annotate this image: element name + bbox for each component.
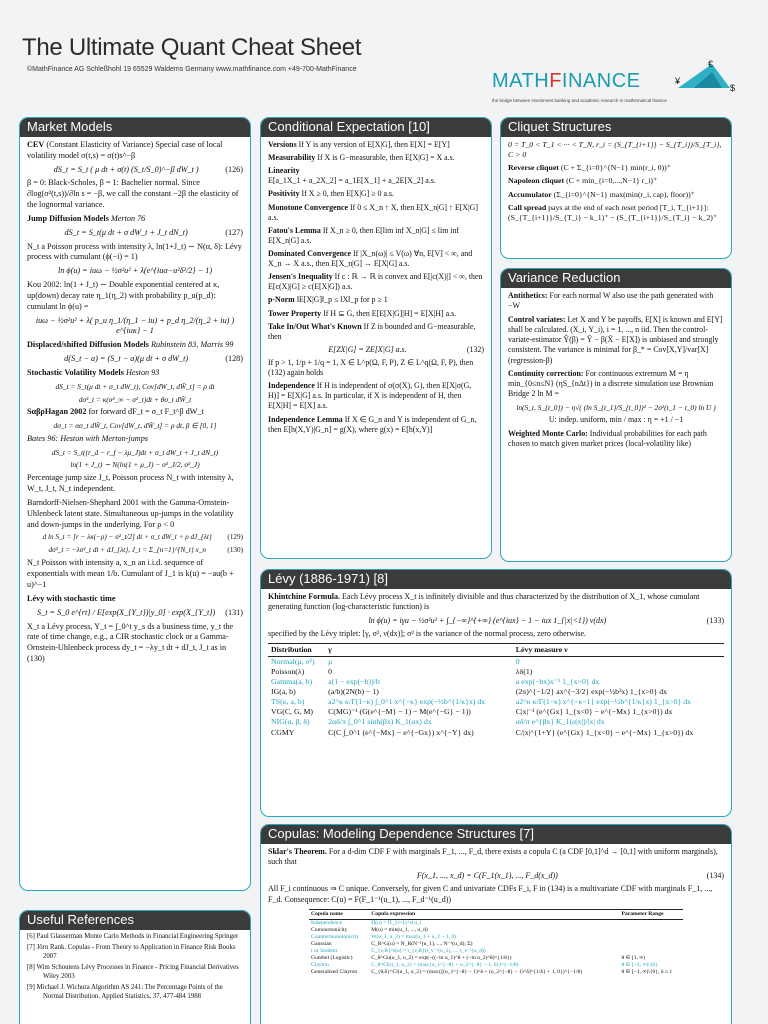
copula-col-name: Copula name bbox=[309, 909, 369, 919]
variance-reduction-body: Antithetics: For each normal W also use the path generated with −W Control variates: Let X and Y be payoffs, E[X] is known and E[Y] shall be calculated. (X_i, Y_i), i = 1, ..., n iid. Then the control-variate-estimator Ŷ(β) = Ȳ − β(X̄ − E[X]) is unbiased and strongly consistent. The variance is minimal for β_* = Cov[X,Y]/var[X] (regression-β) Continuity correction: For continuous extremum M = η min_{0≤n≤N} (ηS_{nΔt}) in a discrete simulation use Brownian Bridge 2 ln M = ln(S_t, S_{t_0}) − η√( (ln S_{t_1}/S_{t_0})² − 2σ²(t_1 − t_0) ln U ) U: indep. uniform, min / max : η = +1 / −1 Weighted Monte Carlo: Individual probabilities for each path chosen to match given market prices (local-volatility like) bbox=[508, 291, 723, 448]
eq-127: dS_t = S_t(μ dt + σ dW_t + J_t dN_t) (127) bbox=[64, 227, 243, 237]
logo-dollar: $ bbox=[730, 83, 736, 93]
table-row: Normal(μ, σ²) μ 0 bbox=[271, 656, 520, 666]
levy-col-distribution: Distribution bbox=[268, 643, 325, 656]
references-panel bbox=[19, 910, 251, 1024]
eq-133: ln ϕ(u) = iγu − ½σ²u² + ∫_{−∞}^{+∞} (e^{iux} − 1 − iux 1_{|x|<1}) ν(dx) (133) bbox=[368, 615, 724, 625]
mathfinance-logo bbox=[490, 58, 740, 110]
table-row: Gaussian C_R^G(u) = N_R(N⁻¹(u_1), ..., N⁻¹(u_d); Σ) bbox=[311, 941, 473, 948]
reference-item: [6] Paul Glasserman Monte Carlo Methods in Financial Engineering Springer bbox=[27, 933, 239, 940]
table-row: Independence Π(u) = Π_{i=1}^d u_i bbox=[311, 920, 422, 927]
reference-item: [7] Jörn Rank. Copulas - From Theory to Application in Finance Risk Books 2007 bbox=[27, 944, 236, 960]
copulas-body: Sklar's Theorem. For a d-dim CDF F with marginals F_1, ..., F_d, there exists a copula C (a CDF [0,1]^d → [0,1] with uniform marginals), such that F(x_1, ..., x_d) = C(F_1(x_1), ..., F_d(x_d)) (134) All F_i continuous ⇒ C unique. Conversely, for given C and univariate CDFs F_i, F in (134) is a multivariate CDF with marginals F_1, ..., F_d. Consequence: C(u) = F(F_1⁻¹(u_1), ..., F_d⁻¹(u_d)) Copula name Copula expression Parameter Range Independence Π(u) = Π_{i=1}^d u_i Comonotonicity M(u) = min(u_1, ..., u_d) Countermonotonicity W(u_1, u_2) = max(u_1 + u_2 − 1, 0) Gaussian C_R^G(u) = N_R(N⁻¹(u_1), ..., N⁻¹(u_d); Σ) t or Student C_{ν,R}^t(u) = t_{ν,R}(t_ν⁻¹(u_1), ..., t_ν⁻¹(u_d)) Gumbel (Logistic) C_θ^Gu(u_1, u_2) = exp(−((−ln u_1)^θ + (−ln u_2)^θ)^{1/θ}) θ ∈ [1, ∞) Clayton C_θ^Cl(u_1, u_2) = (max{u_1^{−θ} + u_2^{−θ} − 1, 0})^{−1/θ} θ ∈ [−1, ∞)\{0} Generalized Clayton C_{θ,δ}^Cl(u_1, u_2) = (max{[(u_1^{−θ} − 1)^δ + (u_2^{−θ} − 1)^δ]^{1/δ} + 1, 0})^{−1/θ} θ ∈ [−1, ∞)\{0}, δ ≥ 1 bbox=[268, 847, 724, 976]
eq-131: S_t = S_0 e^{rt} / E[exp(X_{Y_t})|y_0] · exp(X_{Y_t}) (131) bbox=[37, 607, 243, 617]
conditional-expectation-title: Conditional Expectation [10] bbox=[260, 117, 492, 137]
logo-triangle-icon bbox=[672, 58, 738, 98]
eq-130: dσ²_t = −λσ²_t dt + dJ_{λt}, J_t = Σ_{n=1}^{N_t} x_n (130) bbox=[48, 545, 243, 554]
page-subtitle: ©MathFinance AG Schleßhohl 19 65529 Waldems Germany www.mathfinance.com +49-700-MathFinance bbox=[27, 66, 357, 73]
logo-tagline: the bridge between investment banking and academic research in mathematical finance bbox=[492, 98, 667, 103]
logo-yen: ¥ bbox=[675, 76, 681, 86]
copulas-panel bbox=[260, 824, 732, 1024]
logo-wordmark: MATHFINANCE bbox=[492, 70, 641, 92]
levy-col-gamma: γ bbox=[325, 643, 513, 656]
table-row: VG(C, G, M) C(MG)⁻¹ (G(e^{−M} − 1) − M(e^{−G} − 1)) C|x|⁻¹ (e^{Gx} 1_{x<0} − e^{−Mx} 1_{x>0}) dx bbox=[271, 707, 673, 717]
logo-euro: € bbox=[708, 59, 714, 69]
conditional-expectation-panel bbox=[260, 117, 492, 559]
table-row: CGMY C(C ∫_0^1 (e^{−Mx} − e^{−Gx}) x^{−Y} dx) C/|x|^{1+Y} (e^{Gx} 1_{x<0} − e^{−Mx} 1_{x>0}) dx bbox=[271, 727, 694, 737]
eq-128: d(S_t − a) = (S_t − a)(μ dt + σ dW_t) (128) bbox=[64, 354, 243, 364]
table-row: Countermonotonicity W(u_1, u_2) = max(u_1 + u_2 − 1, 0) bbox=[311, 934, 457, 941]
levy-table bbox=[268, 643, 724, 738]
references-title: Useful References bbox=[19, 910, 251, 930]
table-row: Gamma(a, b) a(1 − exp(−b))/b a exp(−bx)x⁻¹ 1_{x>0} dx bbox=[271, 676, 600, 686]
eq-132: E[ZX|G] = ZE[X|G] a.s. (132) bbox=[328, 344, 484, 354]
table-row: NIG(α, β, δ) 2αδ/π ∫_0^1 sinh(βx) K_1(αx) dx αδ/π e^{βx} K_1(α|x|)/|x| dx bbox=[271, 717, 605, 727]
levy-col-measure: Lévy measure ν bbox=[513, 643, 724, 656]
table-row: Generalized Clayton C_{θ,δ}^Cl(u_1, u_2) = (max{[(u_1^{−θ} − 1)^δ + (u_2^{−θ} − 1)^δ]^{1/δ} + 1, 0})^{−1/θ} θ ∈ [−1, ∞)\{0}, δ ≥ 1 bbox=[311, 969, 673, 976]
conditional-expectation-body: Versions If Y is any version of E[X|G], then E[X] = E[Y] Measurability If X is G−measurable, then E[X|G] = X a.s. Linearity E[a_1X_1 + a_2X_2] = a_1E[X_1] + a_2E[X_2] a.s. Positivity If X ≥ 0, then E[X|G] ≥ 0 a.s. Monotone Convergence If 0 ≤ X_n ↑ X, then E[X_n|G] ↑ E[X|G] a.s. Fatou's Lemma If X_n ≥ 0, then E[lim inf X_n|G] ≤ lim inf E[X_n|G] a.s. Dominated Convergence If |X_n(ω)| ≤ V(ω) ∀n, E[V] < ∞, and X_n → X a.s., then E[X_n|G] → E[X|G] a.s. Jensen's Inequality If c : ℝ → ℝ is convex and E[|c(X)|] < ∞, then E[c(X)|G] ≥ c(E[X|G]) a.s. p-Norm ‖E[X|G]‖_p ≤ ‖X‖_p for p ≥ 1 Tower Property If H ⊆ G, then E[E[X|G]|H] = E[X|H] a.s. Take In/Out What's Known If Z is bounded and G−measurable, then E[ZX|G] = ZE[X|G] a.s. (132) If p > 1, 1/p + 1/q = 1, X ∈ L^p(Ω, F, P), Z ∈ L^q(Ω, F, P), then (132) again holds Independence If H is independent of σ(σ(X), G), then E[X|σ(G, H)] = E[X|G] a.s. In particular, if X is independent of H, then E[X|H] = E[X] a.s. Independence Lemma If X ∈ G_n and Y is independent of G_n, then E[h(X,Y)|G_n] = g(X), where g(x) = E[h(x,Y)] bbox=[268, 140, 484, 434]
copula-col-expression: Copula expression bbox=[369, 909, 619, 919]
variance-reduction-panel bbox=[500, 268, 732, 562]
table-row: t or Student C_{ν,R}^t(u) = t_{ν,R}(t_ν⁻¹(u_1), ..., t_ν⁻¹(u_d)) bbox=[311, 948, 486, 955]
cliquet-title: Cliquet Structures bbox=[500, 117, 732, 137]
copula-col-range: Parameter Range bbox=[620, 909, 683, 919]
table-row: Gumbel (Logistic) C_θ^Gu(u_1, u_2) = exp(−((−ln u_1)^θ + (−ln u_2)^θ)^{1/θ}) θ ∈ [1, ∞) bbox=[311, 955, 646, 962]
table-row: TS(κ, a, b) a2^κ κ/Γ(1−κ) ∫_0^1 x^{−κ} exp(−½b^{1/κ}x) dx a2^κ κ/Γ(1−κ) x^{−κ−1} exp(−½b^{1/κ}x) 1_{x>0} dx bbox=[271, 697, 692, 707]
eq-129: d ln S_t = [r − λκ(−ρ) − σ²_t/2] dt + σ_t dW_t + ρ dJ_{λt} (129) bbox=[42, 533, 243, 542]
table-row: Comonotonicity M(u) = min(u_1, ..., u_d) bbox=[311, 927, 428, 934]
table-row: IG(a, b) (a/b)(2N(b) − 1) (2π)^{−1/2} ax^{−3/2} exp(−½b²x) 1_{x>0} dx bbox=[271, 687, 668, 697]
market-models-body: CEV (Constant Elasticity of Variance) Special case of local volatility model σ(t,s) = σ(t)s^−β dS_t = S_t ( μ dt + σ(t) (S_t/S_0)^−β dW_t ) (126) β = 0: Black-Scholes, β = 1: Bachelier normal. Since ∂log(σ²(t,s))/∂ln s = −β, we call the constant −2β the elasticity of the lognormal variance. Jump Diffusion Models Merton 76 dS_t = S_t(μ dt + σ dW_t + J_t dN_t) (127) N_t a Poisson process with intensity λ, ln(1+J_t) ∼ N(α, δ): Lévy process with cumulant (ϕ(−i) = 1) ln ϕ(u) = iuω − ½σ²u² + λ(e^{iuα−u²δ²/2} − 1) Kou 2002: ln(1 + J_t) ∼ Double exponential centered at κ, up(down) decay rate η_1(η_2) with probability p_u(p_d): cumulant ln ϕ(u) = iuω − ½σ²u² + λ( p_u η_1/(η_1 − iu) + p_d η_2/(η_2 + iu) ) e^{iuκ} − 1 Displaced/shifted Diffusion Models Rubinstein 83, Marris 99 d(S_t − a) = (S_t − a)(μ dt + σ dW_t) (128) Stochastic Volatility Models Heston 93 dS_t = S_t(μ dt + σ_t dW_t), Cov[dW_t, dW̃_t] = ρ dt dσ²_t = κ(σ²_∞ − σ²_t)dt + θσ_t dW̃_t SαβρHagan 2002 for forward dF_t = σ_t F_t^β dW_t dσ_t = ασ_t dW̃_t, Cov[dW_t, dW̃_t] = ρ dt, β ∈ [0, 1] Bates 96: Heston with Merton-jumps dS_t = S_t((r_d − r_f − λμ_J)dt + σ_t dW_t + J_t dN_t) ln(1 + J_t) ∼ N(ln(1 + μ_J) − σ²_J/2, σ²_J) Percentage jump size J_t, Poisson process N_t with intensity λ, W_t, J_t, N_t independent. Barndorff-Nielsen-Shephard 2001 with the Gamma-Ornstein-Uhlenbeck latent state. Simultaneous up-jumps in the volatility and down-jumps in the underlying. For ρ < 0 d ln S_t = [r − λκ(−ρ) − σ²_t/2] dt + σ_t dW_t + ρ dJ_{λt} (129) dσ²_t = −λσ²_t dt + dJ_{λt}, J_t = Σ_{n=1}^{N_t} x_n (130) N_t Poisson with intensity a, x_n an i.i.d. sequence of exponentials with mean 1/b. Cumulant of J_1 is k(u) = −au(b + u)^−1 Lévy with stochastic time S_t = S_0 e^{rt} / E[exp(X_{Y_t})|y_0] · exp(X_{Y_t}) (131) X_t a Lévy process, Y_t = ∫_0^t y_s ds a business time, y_t the rate of time change, e.g., a CIR stochastic clock or a Gamma-Ornstein-Uhlenbeck process dy_t = −λy_t dt + dJ_t, J_t as in (130) bbox=[27, 140, 243, 663]
reference-item: [8] Wim Schoutens Lévy Processes in Finance - Pricing Financial Derivatives Wiley 2003 bbox=[27, 964, 239, 980]
table-row: Poisson(λ) 0 λδ(1) bbox=[271, 666, 533, 676]
eq-126: dS_t = S_t ( μ dt + σ(t) (S_t/S_0)^−β dW_t ) (126) bbox=[53, 164, 243, 174]
page-title: The Ultimate Quant Cheat Sheet bbox=[22, 34, 362, 61]
levy-title: Lévy (1886-1971) [8] bbox=[260, 569, 732, 589]
eq-134: F(x_1, ..., x_d) = C(F_1(x_1), ..., F_d(x_d)) (134) bbox=[416, 870, 724, 880]
levy-body: Khintchine Formula. Each Lévy process X_t is infinitely divisible and thus characterized by the distribution of X_1, whose cumulant generating function (log-characteristic function) is ln ϕ(u) = iγu − ½σ²u² + ∫_{−∞}^{+∞} (e^{iux} − 1 − iux 1_{|x|<1}) ν(dx) (133) specified by the Lévy triplet: [γ, σ², ν(dx)]; σ² is the variance of the normal process, zero otherwise. Distribution γ Lévy measure ν Normal(μ, σ²) μ 0 Poisson(λ) 0 λδ(1) Gamma(a, b) a(1 − exp(−b))/b a exp(−bx)x⁻¹ 1_{x>0} dx IG(a, b) (a/b)(2N(b) − 1) (2π)^{−1/2} ax^{−3/2} exp(−½b²x) 1_{x>0} dx TS(κ, a, b) a2^κ κ/Γ(1−κ) ∫_0^1 x^{−κ} exp(−½b^{1/κ}x) dx a2^κ κ/Γ(1−κ) x^{−κ−1} exp(−½b^{1/κ}x) 1_{x>0} dx VG(C, G, M) C(MG)⁻¹ (G(e^{−M} − 1) − M(e^{−G} − 1)) C|x|⁻¹ (e^{Gx} 1_{x<0} − e^{−Mx} 1_{x>0}) dx NIG(α, β, δ) 2αδ/π ∫_0^1 sinh(βx) K_1(αx) dx αδ/π e^{βx} K_1(α|x|)/|x| dx CGMY C(C ∫_0^1 (e^{−Mx} − e^{−Gx}) x^{−Y} dx) C/|x|^{1+Y} (e^{Gx} 1_{x<0} − e^{−Mx} 1_{x>0}) dx bbox=[268, 592, 724, 737]
copula-table bbox=[309, 909, 683, 976]
cliquet-panel bbox=[500, 117, 732, 259]
market-models-panel bbox=[19, 117, 251, 891]
table-row: Clayton C_θ^Cl(u_1, u_2) = (max{u_1^{−θ} + u_2^{−θ} − 1, 0})^{−1/θ} θ ∈ [−1, ∞)\{0} bbox=[311, 962, 659, 969]
reference-item: [9] Michael J. Wichura Algorithm AS 241: The Percentage Points of the Normal Distribution. Applied Statistics, 37, 477-484 1988 bbox=[27, 984, 223, 1000]
variance-reduction-title: Variance Reduction bbox=[500, 268, 732, 288]
copulas-title: Copulas: Modeling Dependence Structures [7] bbox=[260, 824, 732, 844]
cliquet-body: 0 = T_0 < T_1 < ··· < T_N, r_i = (S_{T_{i+1}} − S_{T_i})/S_{T_i}, C > 0 Reverse cliquet (C + Σ_{i=0}^{N−1} min(r_i, 0))⁺ Napoleon cliquet (C + min_{i=0,...,N−1} r_i)⁺ Accumulator (Σ_{i=0}^{N−1} max(min(r_i, cap), floor))⁺ Call spread pays at the end of each reset period [T_i, T_{i+1}]: (S_{T_{i+1}}/S_{T_i} − k_1)⁺ − (S_{T_{i+1}}/S_{T_i} − k_2)⁺ bbox=[508, 140, 722, 222]
references-list bbox=[20, 929, 250, 1008]
market-models-title: Market Models bbox=[19, 117, 251, 137]
levy-panel bbox=[260, 569, 732, 817]
